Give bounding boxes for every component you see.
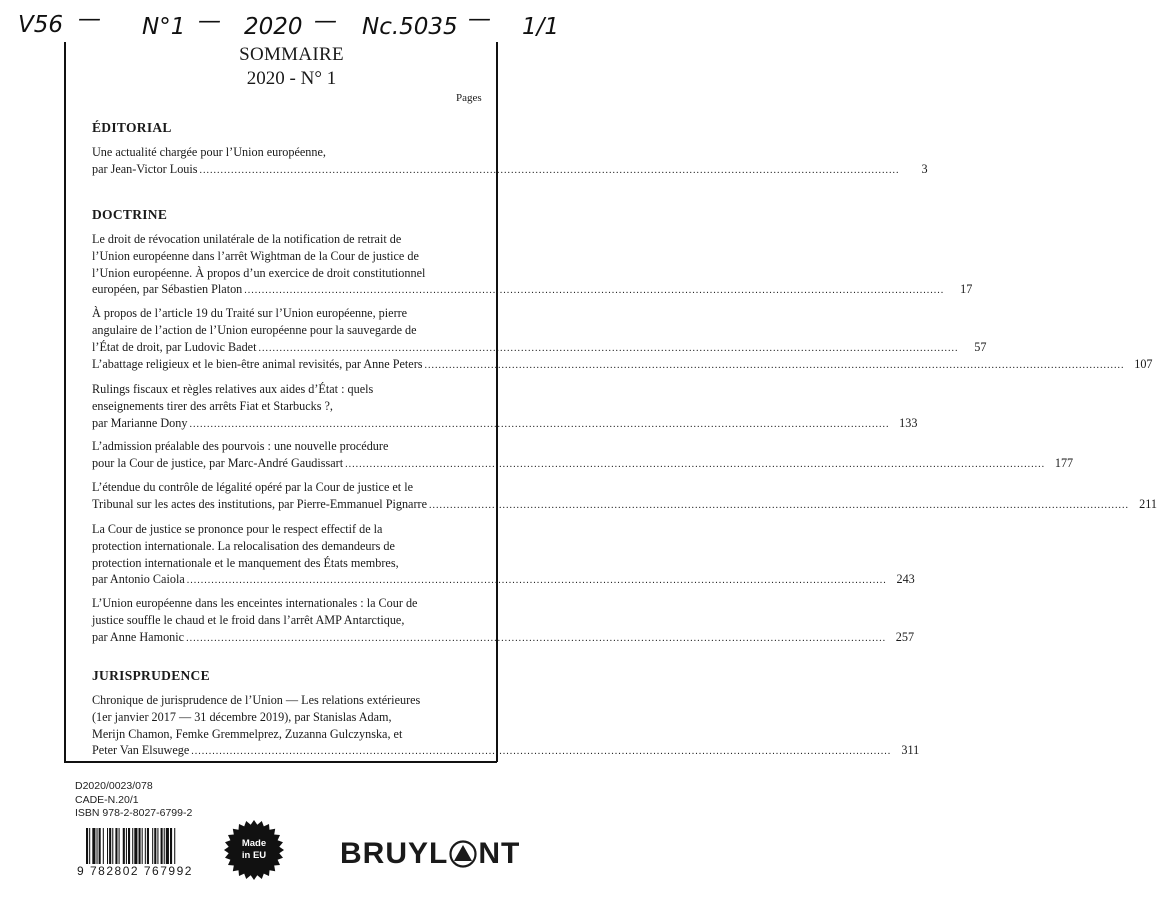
- frame-bottom-border: [64, 761, 497, 763]
- entry-text-line: Rulings fiscaux et règles relatives aux aides d’État : quels: [92, 382, 374, 396]
- dot-leader: ........................................................................................................................................................................................................: [199, 164, 900, 176]
- handwritten-dash: —: [468, 6, 491, 32]
- legal-deposit-code: D2020/0023/078: [75, 780, 153, 792]
- toc-entry: [92, 438, 1074, 474]
- page-number: 177: [1054, 455, 1074, 470]
- triangle-logo-icon: [449, 840, 477, 868]
- toc-entry: [92, 595, 915, 647]
- handwritten-number: N°1: [142, 14, 186, 40]
- entry-text-line: (1er janvier 2017 — 31 décembre 2019), par Stanislas Adam,: [92, 709, 392, 724]
- entry-text-line: enseignements tirer des arrêts Fiat et Starbucks ?,: [92, 398, 333, 413]
- dot-leader: ........................................................................................................................................................................................................: [428, 499, 1129, 511]
- handwritten-volume: V56: [18, 12, 64, 38]
- entry-last-line: [92, 742, 920, 761]
- handwritten-dash: —: [314, 8, 337, 34]
- page-number: 57: [974, 339, 987, 354]
- entry-text-line: L’admission préalable des pourvois : une nouvelle procédure: [92, 439, 389, 453]
- dot-leader: ........................................................................................................................................................................................................: [345, 458, 1046, 470]
- toc-entry: [92, 305, 987, 357]
- entry-last-line: [92, 415, 918, 434]
- publisher-logo-right: NT: [478, 837, 521, 870]
- entry-text-line: La Cour de justice se prononce pour le respect effectif de la: [92, 522, 383, 536]
- dot-leader: ........................................................................................................................................................................................................: [189, 418, 890, 430]
- entry-last-line: [92, 356, 1153, 375]
- entry-text-line: européen, par Sébastien Platon: [92, 282, 243, 297]
- entry-text-line: par Jean-Victor Louis: [92, 161, 198, 176]
- dot-leader: ........................................................................................................................................................................................................: [424, 360, 1125, 371]
- handwritten-count: 1/1: [522, 14, 560, 40]
- page-number: 311: [901, 743, 920, 758]
- dot-leader: ........................................................................................................................................................................................................: [186, 575, 887, 587]
- entry-text-line: À propos de l’article 19 du Traité sur l’Union européenne, pierre: [92, 306, 408, 320]
- entry-text-line: pour la Cour de justice, par Marc-André Gaudissart: [92, 455, 344, 470]
- dot-leader: ........................................................................................................................................................................................................: [191, 746, 892, 758]
- entry-last-line: [92, 161, 928, 180]
- pages-column-label: Pages: [456, 92, 482, 104]
- entry-text-line: Une actualité chargée pour l’Union européenne,: [92, 145, 326, 159]
- page-title: SOMMAIRE: [239, 44, 344, 65]
- handwritten-annotation: [18, 8, 578, 44]
- page-number: 211: [1139, 496, 1157, 511]
- page-number: 107: [1134, 357, 1153, 371]
- toc-entry: [92, 479, 1157, 515]
- toc-entry: [92, 144, 928, 180]
- toc-entry: [92, 381, 918, 433]
- frame-right-border: [496, 42, 498, 762]
- barcode-number: 9 782802 767992: [77, 864, 193, 878]
- entry-text-line: angulaire de l’action de l’Union européenne pour la sauvegarde de: [92, 322, 417, 337]
- entry-text-line: justice souffle le chaud et le froid dans l’arrêt AMP Antarctique,: [92, 612, 405, 627]
- entry-text-line: protection internationale et le manquement des États membres,: [92, 555, 399, 570]
- entry-last-line: [92, 571, 915, 590]
- entry-text-line: l’Union européenne dans l’arrêt Wightman de la Cour de justice de: [92, 248, 419, 263]
- badge-line-2: in EU: [241, 850, 267, 861]
- dot-leader: ........................................................................................................................................................................................................: [244, 285, 945, 297]
- entry-text-line: par Marianne Dony: [92, 415, 188, 430]
- cade-code: CADE-N.20/1: [75, 793, 139, 806]
- page-number: 17: [960, 282, 973, 297]
- entry-text-line: Merijn Chamon, Femke Gremmelprez, Zuzanna Gulczynska, et: [92, 726, 403, 741]
- entry-last-line: [92, 496, 1157, 515]
- page-number: 3: [921, 161, 928, 176]
- entry-text-line: Tribunal sur les actes des institutions, par Pierre-Emmanuel Pignarre: [92, 496, 427, 511]
- entry-last-line: [92, 455, 1074, 474]
- entry-text-line: protection internationale. La relocalisation des demandeurs de: [92, 538, 395, 553]
- section-title: DOCTRINE: [92, 207, 168, 222]
- entry-text-line: l’État de droit, par Ludovic Badet: [92, 339, 257, 354]
- made-in-eu-text: [224, 838, 284, 862]
- entry-text-line: L’Union européenne dans les enceintes internationales : la Cour de: [92, 596, 418, 610]
- entry-text-line: Le droit de révocation unilatérale de la notification de retrait de: [92, 232, 402, 246]
- page-number: 133: [899, 415, 918, 430]
- entry-text-line: Chronique de jurisprudence de l’Union — Les relations extérieures: [92, 693, 421, 707]
- entry-text-line: L’étendue du contrôle de légalité opéré par la Cour de justice et le: [92, 480, 414, 494]
- isbn: ISBN 978-2-8027-6799-2: [75, 807, 193, 819]
- handwritten-dash: —: [78, 6, 101, 32]
- issue-number: 2020 - N° 1: [246, 68, 337, 89]
- entry-text-line: par Antonio Caiola: [92, 572, 185, 587]
- handwritten-year: 2020: [244, 14, 303, 40]
- entry-last-line: [92, 629, 915, 648]
- page-number: 257: [895, 629, 915, 644]
- badge-line-1: Made: [241, 838, 267, 849]
- entry-text-line: par Anne Hamonic: [92, 629, 185, 644]
- toc-entry: [92, 356, 1153, 375]
- legal-info: [75, 780, 192, 821]
- publisher-logo-left: BRUYL: [340, 837, 449, 870]
- publisher-logo: [340, 837, 520, 871]
- section-title: JURISPRUDENCE: [92, 668, 210, 683]
- toc-entry: [92, 692, 920, 761]
- handwritten-reference: Nc.5035: [362, 14, 458, 40]
- dot-leader: ........................................................................................................................................................................................................: [258, 342, 959, 354]
- toc-entry: [92, 521, 915, 590]
- entry-text-line: l’Union européenne. À propos d’un exercice de droit constitutionnel: [92, 265, 426, 280]
- entry-text-line: L’abattage religieux et le bien-être animal revisités, par Anne Peters: [92, 357, 423, 371]
- page-number: 243: [896, 572, 915, 587]
- entry-last-line: [92, 281, 973, 300]
- frame-left-border: [64, 42, 66, 762]
- dot-leader: ........................................................................................................................................................................................................: [186, 632, 887, 644]
- entry-text-line: Peter Van Elsuwege: [92, 743, 190, 758]
- entry-last-line: [92, 339, 987, 358]
- handwritten-dash: —: [198, 8, 221, 34]
- toc-entry: [92, 231, 973, 300]
- section-title: ÉDITORIAL: [92, 120, 172, 135]
